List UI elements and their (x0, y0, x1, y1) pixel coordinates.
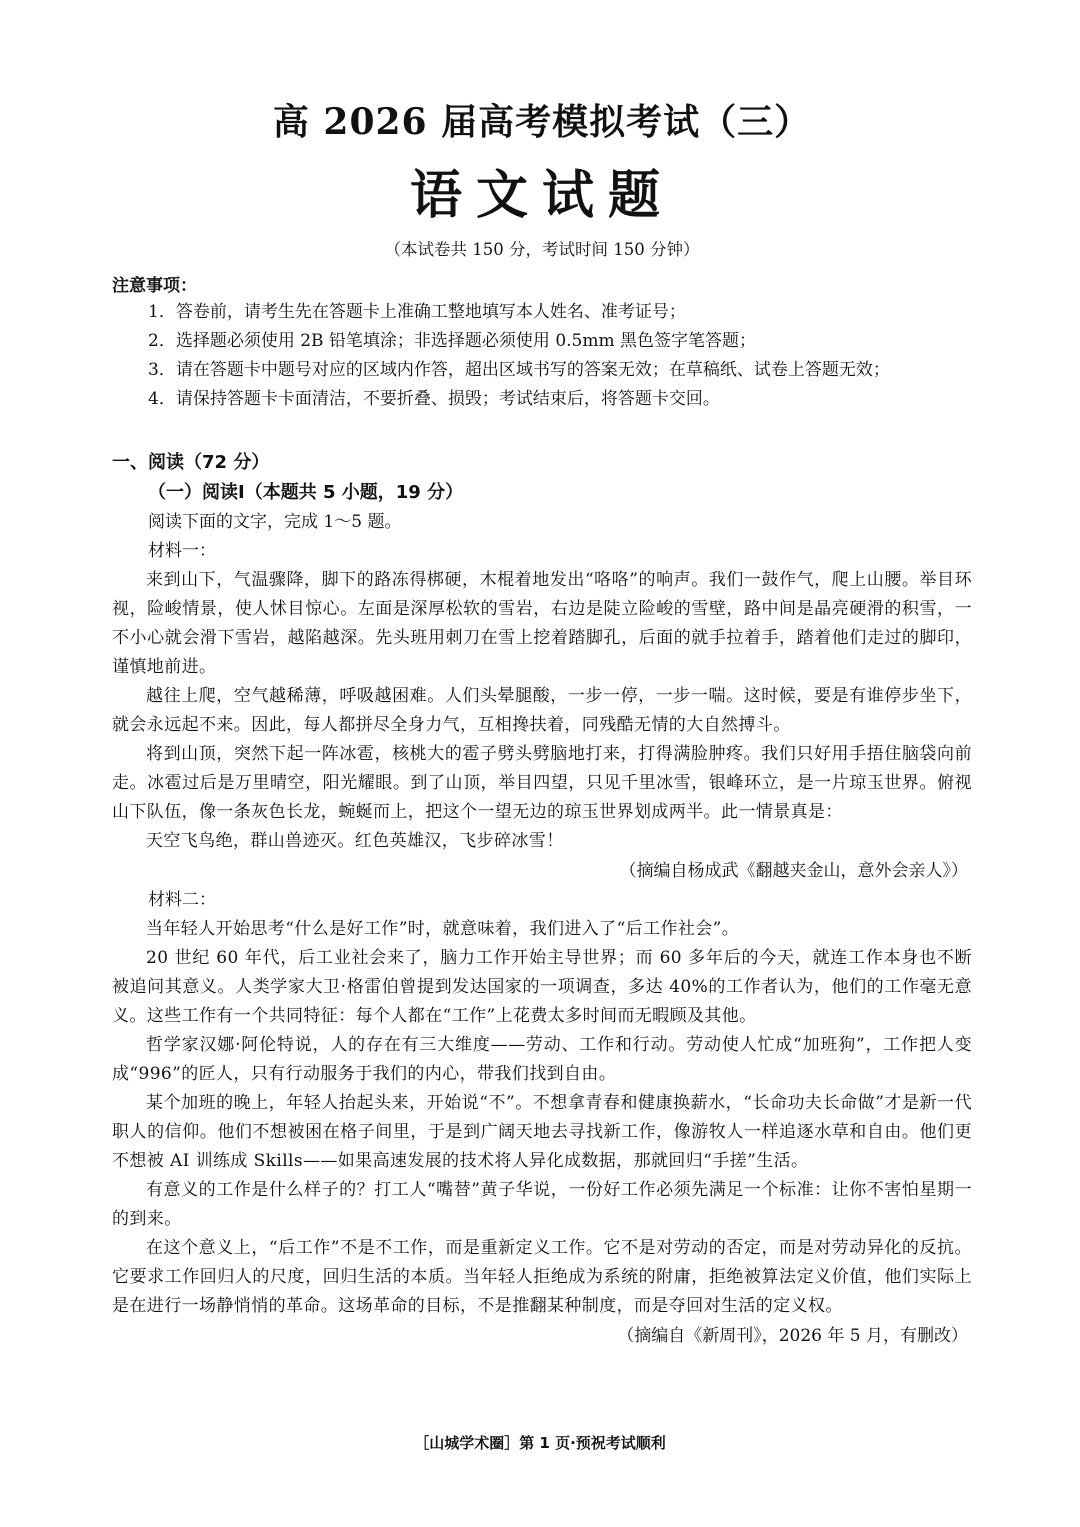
exam-info: （本试卷共 150 分，考试时间 150 分钟） (384, 240, 700, 259)
material-1-paragraph: 越往上爬，空气越稀薄，呼吸越困难。人们头晕腿酸，一步一停，一步一喘。这时候，要是有谁停步坐下，就会永远起不来。因此，每人都拼尽全身力气，互相搀扶着，同残酷无情的大自然搏斗。 (112, 686, 972, 735)
material-1-paragraph: 将到山顶，突然下起一阵冰雹，核桃大的雹子劈头劈脑地打来，打得满脸肿疼。我们只好用手捂住脑袋向前走。冰雹过后是万里晴空，阳光耀眼。到了山顶，举目四望，只见千里冰雪，银峰环立，是一片琼玉世界。俯视山下队伍，像一条灰色长龙，蜿蜒而上，把这个一望无边的琼玉世界划成两半。此一情景真是： (112, 744, 972, 822)
notice-heading: 注意事项： (112, 276, 197, 296)
material-2-paragraph: 有意义的工作是什么样子的？打工人“嘴替”黄子华说，一份好工作必须先满足一个标准：让你不害怕星期一的到来。 (112, 1180, 972, 1229)
material-1-source: （摘编自杨成武《翻越夹金山，意外会亲人》） (619, 861, 968, 881)
material-1-paragraph: 来到山下，气温骤降，脚下的路冻得梆硬，木棍着地发出“咯咯”的响声。我们一鼓作气，爬上山腰。举目环视，险峻情景，使人怵目惊心。左面是深厚松软的雪岩，右边是陡立险峻的雪壁，路中间是晶亮硬滑的积雪，一不小心就会滑下雪岩，越陷越深。先头班用刺刀在雪上挖着踏脚孔，后面的就手拉着手，踏着他们走过的脚印，谨慎地前进。 (112, 570, 972, 677)
material-1-poem: 天空飞鸟绝，群山兽迹灭。红色英雄汉，飞步碎冰雪！ (146, 831, 564, 851)
material-2-paragraph: 在这个意义上，“后工作”不是不工作，而是重新定义工作。它不是对劳动的否定，而是对劳动异化的反抗。它要求工作回归人的尺度，回归生活的本质。当年轻人拒绝成为系统的附庸，拒绝被算法定义价值，他们实际上是在进行一场静悄悄的革命。这场革命的目标，不是推翻某种制度，而是夺回对生活的定义权。 (112, 1238, 972, 1316)
material-2-label: 材料二： (148, 890, 216, 910)
sub-section-heading: （一）阅读Ⅰ（本题共 5 小题，19 分） (148, 482, 464, 503)
notice-item-1: 1．答卷前，请考生先在答题卡上准确工整地填写本人姓名、准考证号； (148, 302, 686, 322)
notice-item-4: 4．请保持答题卡卡面清洁，不要折叠、损毁；考试结束后，将答题卡交回。 (148, 389, 720, 409)
exam-title: 高 2026 届高考模拟考试（三） (272, 101, 812, 143)
material-2-paragraph: 哲学家汉娜·阿伦特说，人的存在有三大维度——劳动、工作和行动。劳动使人忙成“加班狗”，工作把人变成“996”的匠人，只有行动服务于我们的内心，带我们找到自由。 (112, 1035, 972, 1084)
notice-item-3: 3．请在答题卡中题号对应的区域内作答，超出区域书写的答案无效；在草稿纸、试卷上答题无效； (148, 360, 890, 380)
material-2-source: （摘编自《新周刊》，2026 年 5 月，有删改） (617, 1326, 968, 1346)
section-heading: 一、阅读（72 分） (112, 452, 270, 473)
reading-instruction: 阅读下面的文字，完成 1～5 题。 (148, 512, 402, 532)
material-2-paragraph: 当年轻人开始思考“什么是好工作”时，就意味着，我们进入了“后工作社会”。 (146, 919, 740, 939)
page-footer: ［山城学术圈］第 1 页·预祝考试顺利 (414, 1434, 666, 1452)
material-1-label: 材料一： (148, 541, 216, 561)
material-2-paragraph: 某个加班的晚上，年轻人抬起头来，开始说“不”。不想拿青春和健康换薪水，“长命功夫长命做”才是新一代职人的信仰。他们不想被困在格子间里，于是到广阔天地去寻找新工作，像游牧人一样追逐水草和自由。他们更不想被 AI 训练成 Skills——如果高速发展的技术将人异化成数据，那就回归“手搓”生活。 (112, 1093, 972, 1171)
subject-title: 语文试题 (409, 165, 674, 226)
notice-item-2: 2．选择题必须使用 2B 铅笔填涂；非选择题必须使用 0.5mm 黑色签字笔答题； (148, 331, 757, 351)
material-2-paragraph: 20 世纪 60 年代，后工业社会来了，脑力工作开始主导世界；而 60 多年后的今天，就连工作本身也不断被追问其意义。人类学家大卫·格雷伯曾提到发达国家的一项调查，多达 40%的工作者认为，他们的工作毫无意义。这些工作有一个共同特征：每个人都在“工作”上花费太多时间而无暇顾及其他。 (112, 948, 972, 1026)
